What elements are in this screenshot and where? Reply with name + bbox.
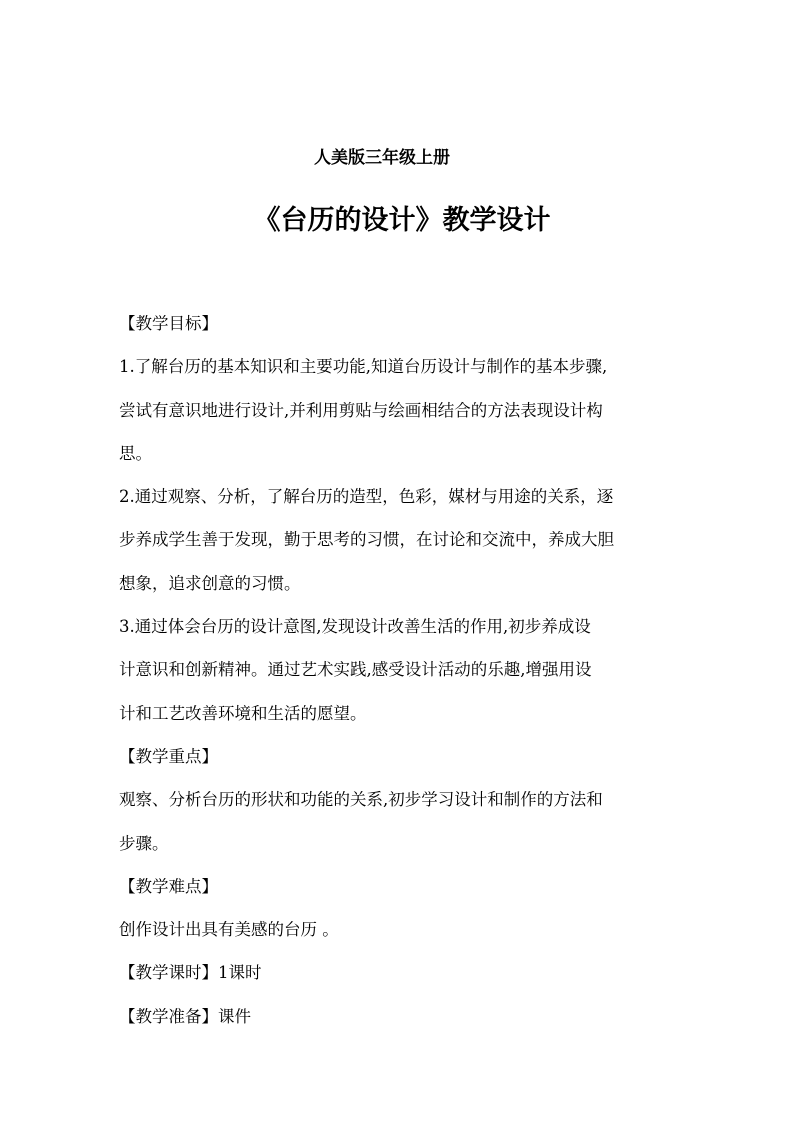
section-heading-difficulties: 【教学难点】 — [119, 876, 218, 896]
section-heading-key-points: 【教学重点】 — [119, 746, 218, 766]
document-body — [119, 309, 679, 1045]
paragraph-line: 计和工艺改善环境和生活的愿望。 — [119, 703, 367, 723]
paragraph-line: 想象，追求创意的习惯。 — [119, 573, 301, 593]
paragraph-line: 步骤。 — [119, 833, 169, 853]
paragraph-line: 尝试有意识地进行设计,并利用剪贴与绘画相结合的方法表现设计构 — [119, 400, 603, 420]
section-heading-class-hours: 【教学课时】1课时 — [119, 963, 262, 983]
document-title: 《台历的设计》教学设计 — [253, 205, 551, 236]
paragraph-line: 计意识和创新精神。通过艺术实践,感受设计活动的乐趣,增强用设 — [119, 660, 592, 680]
paragraph-line: 2.通过观察、分析，了解台历的造型，色彩，媒材与用途的关系，逐 — [119, 487, 614, 507]
section-heading-preparation: 【教学准备】课件 — [119, 1006, 251, 1026]
paragraph-line: 3.通过体会台历的设计意图,发现设计改善生活的作用,初步养成设 — [119, 617, 591, 637]
paragraph-line: 步养成学生善于发现，勤于思考的习惯，在讨论和交流中，养成大胆 — [119, 530, 614, 550]
paragraph-line: 观察、分析台历的形状和功能的关系,初步学习设计和制作的方法和 — [119, 790, 603, 810]
paragraph-line: 思。 — [119, 443, 152, 463]
paragraph-line: 创作设计出具有美感的台历 。 — [119, 920, 339, 940]
section-heading-objectives: 【教学目标】 — [119, 314, 218, 333]
paragraph-line: 1.了解台历的基本知识和主要功能,知道台历设计与制作的基本步骤, — [119, 357, 608, 377]
document-subtitle: 人美版三年级上册 — [314, 148, 450, 168]
